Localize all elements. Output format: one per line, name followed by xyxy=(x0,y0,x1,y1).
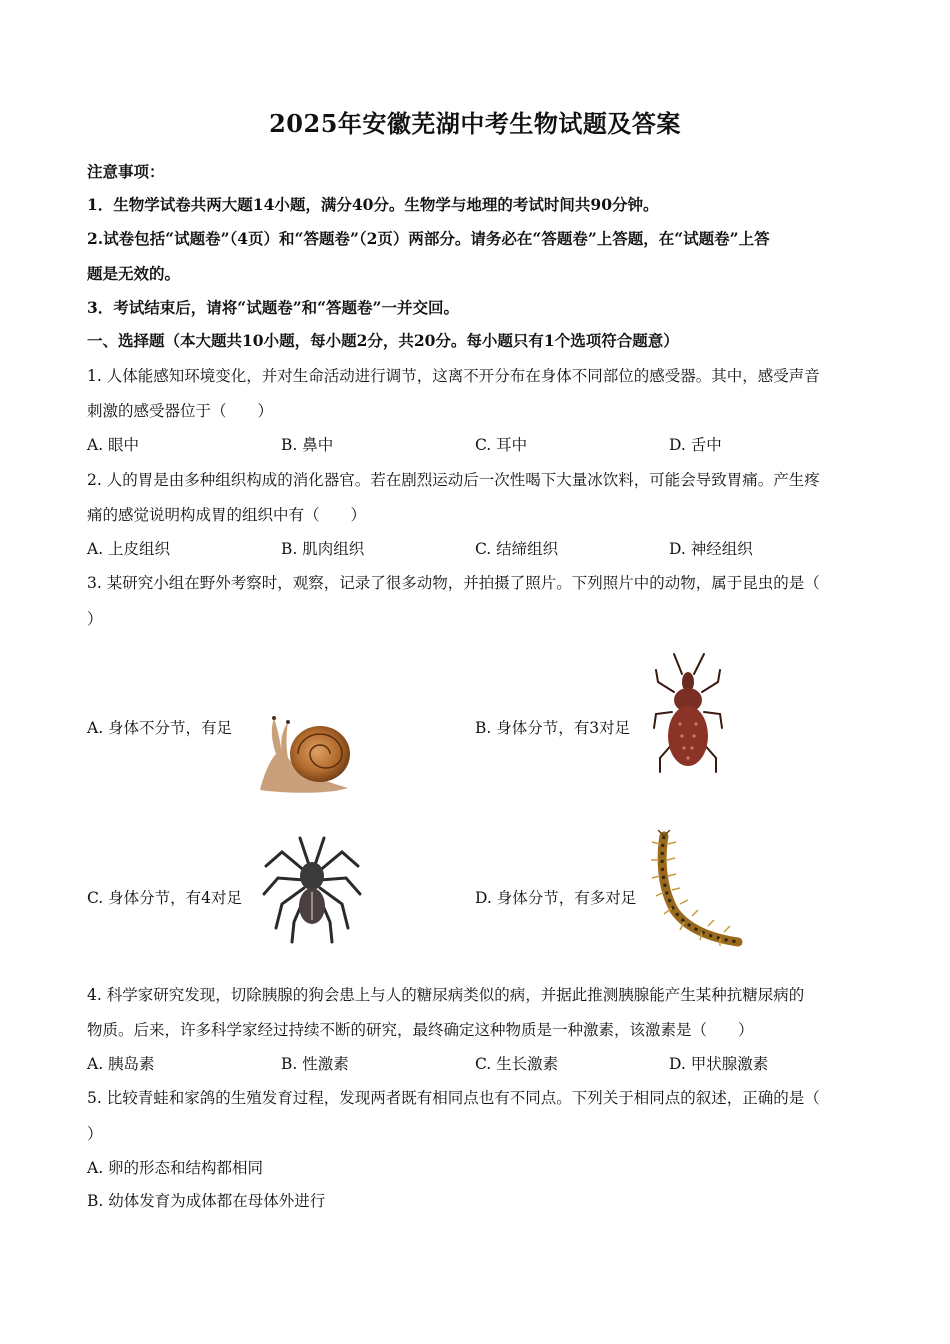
q5-option-b: B. 幼体发育为成体都在母体外进行 xyxy=(87,1192,326,1210)
q3-option-a: A. 身体不分节，有足 xyxy=(87,719,233,737)
q2-option-a: A. 上皮组织 xyxy=(87,540,171,558)
question-3-stem-cont: ） xyxy=(87,610,103,628)
q1-option-a: A. 眼中 xyxy=(87,436,140,454)
notice-item: 1．生物学试卷共两大题14小题，满分40分。生物学与地理的考试时间共90分钟。 xyxy=(87,195,659,214)
question-5-stem-cont: ） xyxy=(87,1125,103,1143)
question-4-stem: 4. 科学家研究发现，切除胰腺的狗会患上与人的糖尿病类似的病，并据此推测胰腺能产生某种抗糖尿病的 xyxy=(87,986,805,1004)
weevil-photo xyxy=(652,652,724,780)
q1-option-c: C. 耳中 xyxy=(475,436,528,454)
question-3-stem: 3. 某研究小组在野外考察时，观察，记录了很多动物，并拍摄了照片。下列照片中的动物，属于昆虫的是（ xyxy=(87,574,820,592)
notice-item: 3．考试结束后，请将“试题卷”和“答题卷”一并交回。 xyxy=(87,298,459,317)
q2-option-d: D. 神经组织 xyxy=(669,540,753,558)
section-heading: 一、选择题（本大题共10小题，每小题2分，共20分。每小题只有1个选项符合题意） xyxy=(87,331,679,350)
q2-option-b: B. 肌肉组织 xyxy=(281,540,365,558)
spider-photo xyxy=(262,832,362,944)
q3-option-b: B. 身体分节，有3对足 xyxy=(475,719,631,737)
question-4-stem-cont: 物质。后来，许多科学家经过持续不断的研究，最终确定这种物质是一种激素，该激素是（ ） xyxy=(87,1021,754,1039)
q3-option-c: C. 身体分节，有4对足 xyxy=(87,889,243,907)
q4-option-c: C. 生长激素 xyxy=(475,1055,559,1073)
question-2-stem: 2. 人的胃是由多种组织构成的消化器官。若在剧烈运动后一次性喝下大量冰饮料，可能会导致胃痛。产生疼 xyxy=(87,471,820,489)
centipede-photo xyxy=(650,830,744,950)
q3-option-d: D. 身体分节，有多对足 xyxy=(475,889,637,907)
notice-heading: 注意事项： xyxy=(87,162,165,181)
notice-item: 题是无效的。 xyxy=(87,264,181,283)
q4-option-d: D. 甲状腺激素 xyxy=(669,1055,769,1073)
question-1-stem-cont: 刺激的感受器位于（ ） xyxy=(87,402,274,420)
question-2-stem-cont: 痛的感觉说明构成胃的组织中有（ ） xyxy=(87,506,367,524)
q1-option-d: D. 舌中 xyxy=(669,436,722,454)
q1-option-b: B. 鼻中 xyxy=(281,436,334,454)
q4-option-b: B. 性激素 xyxy=(281,1055,349,1073)
q4-option-a: A. 胰岛素 xyxy=(87,1055,155,1073)
q5-option-a: A. 卵的形态和结构都相同 xyxy=(87,1159,264,1177)
q2-option-c: C. 结缔组织 xyxy=(475,540,559,558)
notice-item: 2.试卷包括“试题卷”（4页）和“答题卷”（2页）两部分。请务必在“答题卷”上答题，在“试题卷”上答 xyxy=(87,229,770,248)
snail-photo xyxy=(250,708,354,796)
question-1-stem: 1. 人体能感知环境变化，并对生命活动进行调节，这离不开分布在身体不同部位的感受器。其中，感受声音 xyxy=(87,367,820,385)
page-title: 2025年安徽芜湖中考生物试题及答案 xyxy=(269,109,681,138)
question-5-stem: 5. 比较青蛙和家鸽的生殖发育过程，发现两者既有相同点也有不同点。下列关于相同点的叙述，正确的是（ xyxy=(87,1089,820,1107)
